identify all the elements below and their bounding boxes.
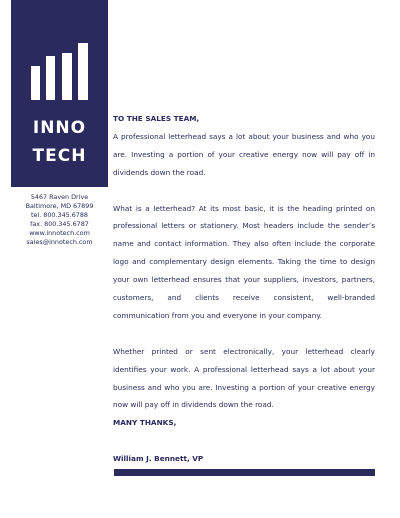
paragraph-2: What is a letterhead? At its most basic, it is the heading printed on professional letters or stationery. Most headers include the sender’s name and contact information. They also often include the corporate logo and complementary design elements. Taking the time to design your own letterhead ensures that your suppliers, investors, partners, customers, and clients receive consistent, well-branded communication from you and everyone in your company.: [113, 203, 375, 320]
website-link[interactable]: www.innotech.com: [29, 228, 90, 237]
email-link[interactable]: sales@innotech.com: [26, 237, 93, 246]
logo-text-line1: INNO: [32, 118, 87, 138]
signature: William J. Bennett, VP: [113, 454, 204, 464]
paragraph-3: Whether printed or sent electronically, your letterhead clearly identifies your work. A professional letterhead says a lot about your business and who you are. Investing a portion of your creative energy now will pay off in dividends down the road.: [113, 346, 375, 410]
letter-body: [113, 110, 375, 468]
telephone: tel. 800.345.6788: [31, 210, 88, 219]
address-line2: Baltimore, MD 67899: [25, 201, 94, 210]
footer-bar: [114, 469, 375, 476]
closing: MANY THANKS,: [113, 418, 177, 428]
contact-block: [11, 193, 108, 246]
brand-panel: [11, 0, 108, 187]
logo-bar-3: [62, 53, 72, 100]
logo-bar-4: [78, 43, 88, 100]
logo-bar-2: [46, 56, 55, 100]
fax: fax. 800.345.6787: [30, 219, 89, 228]
salutation: TO THE SALES TEAM,: [113, 114, 200, 123]
paragraph-1: A professional letterhead says a lot about your business and who you are. Investing a portion of your creative energy now will pay off in dividends down the road.: [113, 131, 375, 177]
logo-text-line2: TECH: [32, 146, 87, 166]
logo-bar-1: [31, 66, 40, 100]
address-line1: 5467 Raven Drive: [30, 193, 89, 201]
